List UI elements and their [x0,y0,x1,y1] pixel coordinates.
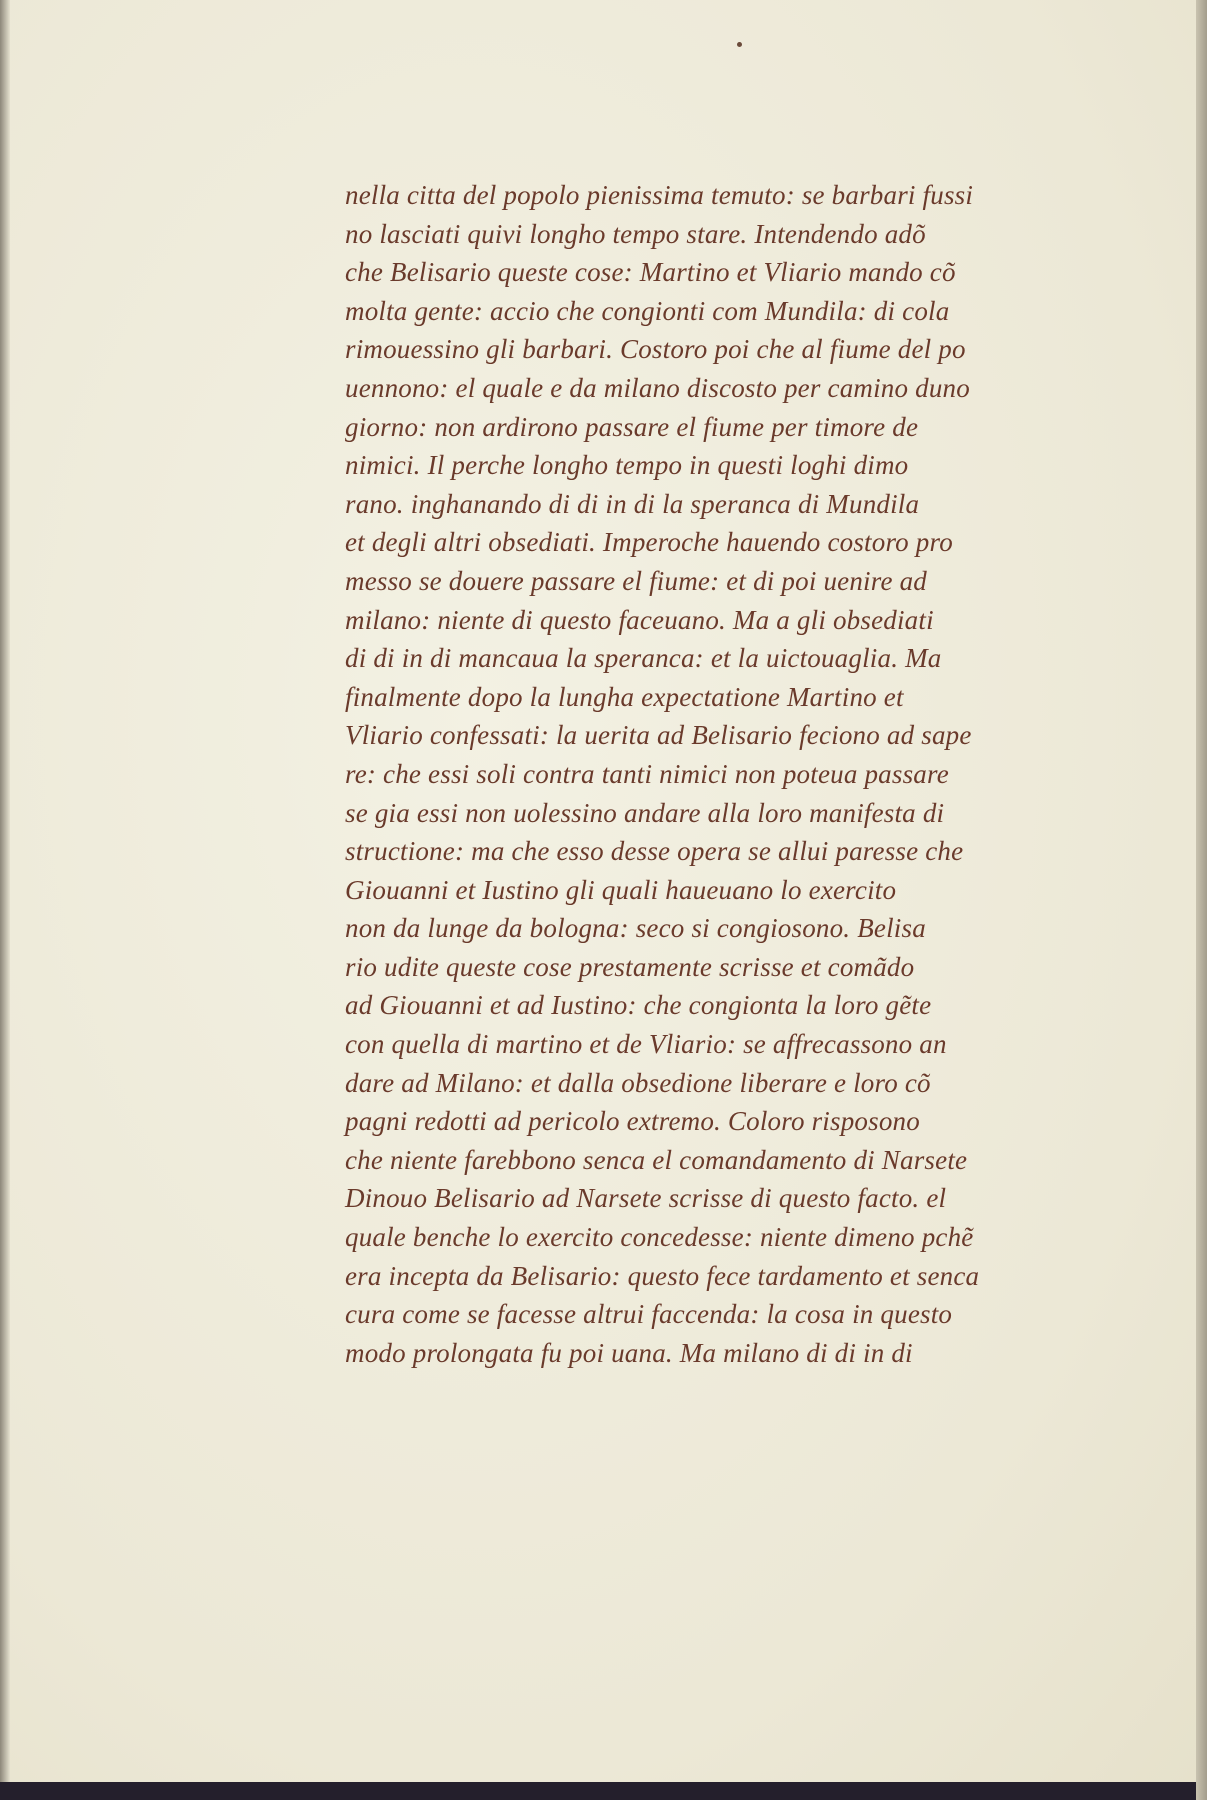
manuscript-line: non da lunge da bologna: seco si congiosono. Belisa [345,913,926,944]
manuscript-line: con quella di martino et de Vliario: se affrecassono an [345,1029,947,1060]
manuscript-line: molta gente: accio che congionti com Mundila: di cola [345,295,950,326]
ink-dot [737,42,742,47]
manuscript-line: Dinouo Belisario ad Narsete scrisse di questo facto. el [345,1183,947,1214]
manuscript-text-block [345,176,1085,1372]
manuscript-line: Vliario confessati: la uerita ad Belisario feciono ad sape [345,720,972,751]
manuscript-line: Giouanni et Iustino gli quali haueuano lo exercito [345,874,897,905]
manuscript-line: uennono: el quale e da milano discosto per camino duno [345,372,970,403]
manuscript-line: quale benche lo exercito concedesse: niente dimeno pchẽ [345,1222,974,1253]
manuscript-line: cura come se facesse altrui faccenda: la cosa in questo [345,1299,953,1330]
page-left-edge [0,0,10,1782]
manuscript-line: nella citta del popolo pienissima temuto: se barbari fussi [345,180,974,210]
manuscript-line: che niente farebbono senca el comandamento di Narsete [345,1144,968,1175]
manuscript-line: structione: ma che esso desse opera se allui paresse che [345,836,964,867]
manuscript-line: modo prolongata fu poi uana. Ma milano di di in di [345,1337,913,1368]
manuscript-line: ad Giouanni et ad Iustino: che congionta la loro gẽte [345,990,932,1021]
manuscript-line: milano: niente di questo faceuano. Ma a gli obsediati [345,604,934,635]
manuscript-line: messo se douere passare el fiume: et di poi uenire ad [345,565,927,596]
manuscript-line: rio udite queste cose prestamente scrisse et comãdo [345,951,915,982]
manuscript-line: pagni redotti ad pericolo extremo. Coloro risposono [345,1106,920,1137]
manuscript-line: finalmente dopo la lungha expectatione Martino et [345,681,904,712]
manuscript-line: rimouessino gli barbari. Costoro poi che al fiume del po [345,334,966,365]
manuscript-line: dare ad Milano: et dalla obsedione liberare e loro cõ [345,1067,931,1098]
manuscript-line: rano. inghanando di di in di la speranca di Mundila [345,488,920,519]
manuscript-line: no lasciati quivi longho tempo stare. Intendendo adõ [345,218,926,249]
page-right-edge [1196,0,1207,1800]
manuscript-line: era incepta da Belisario: questo fece tardamento et senca [345,1260,980,1291]
manuscript-line: se gia essi non uolessino andare alla loro manifesta di [345,797,945,828]
manuscript-line: re: che essi soli contra tanti nimici non poteua passare [345,758,949,789]
manuscript-line: che Belisario queste cose: Martino et Vliario mando cõ [345,257,956,288]
manuscript-line: giorno: non ardirono passare el fiume per timore de [345,411,919,442]
page-bottom-edge [0,1782,1196,1800]
manuscript-line: nimici. Il perche longho tempo in questi loghi dimo [345,450,909,481]
manuscript-line: et degli altri obsediati. Imperoche hauendo costoro pro [345,527,953,558]
manuscript-line: di di in di mancaua la speranca: et la uictouaglia. Ma [345,643,942,674]
